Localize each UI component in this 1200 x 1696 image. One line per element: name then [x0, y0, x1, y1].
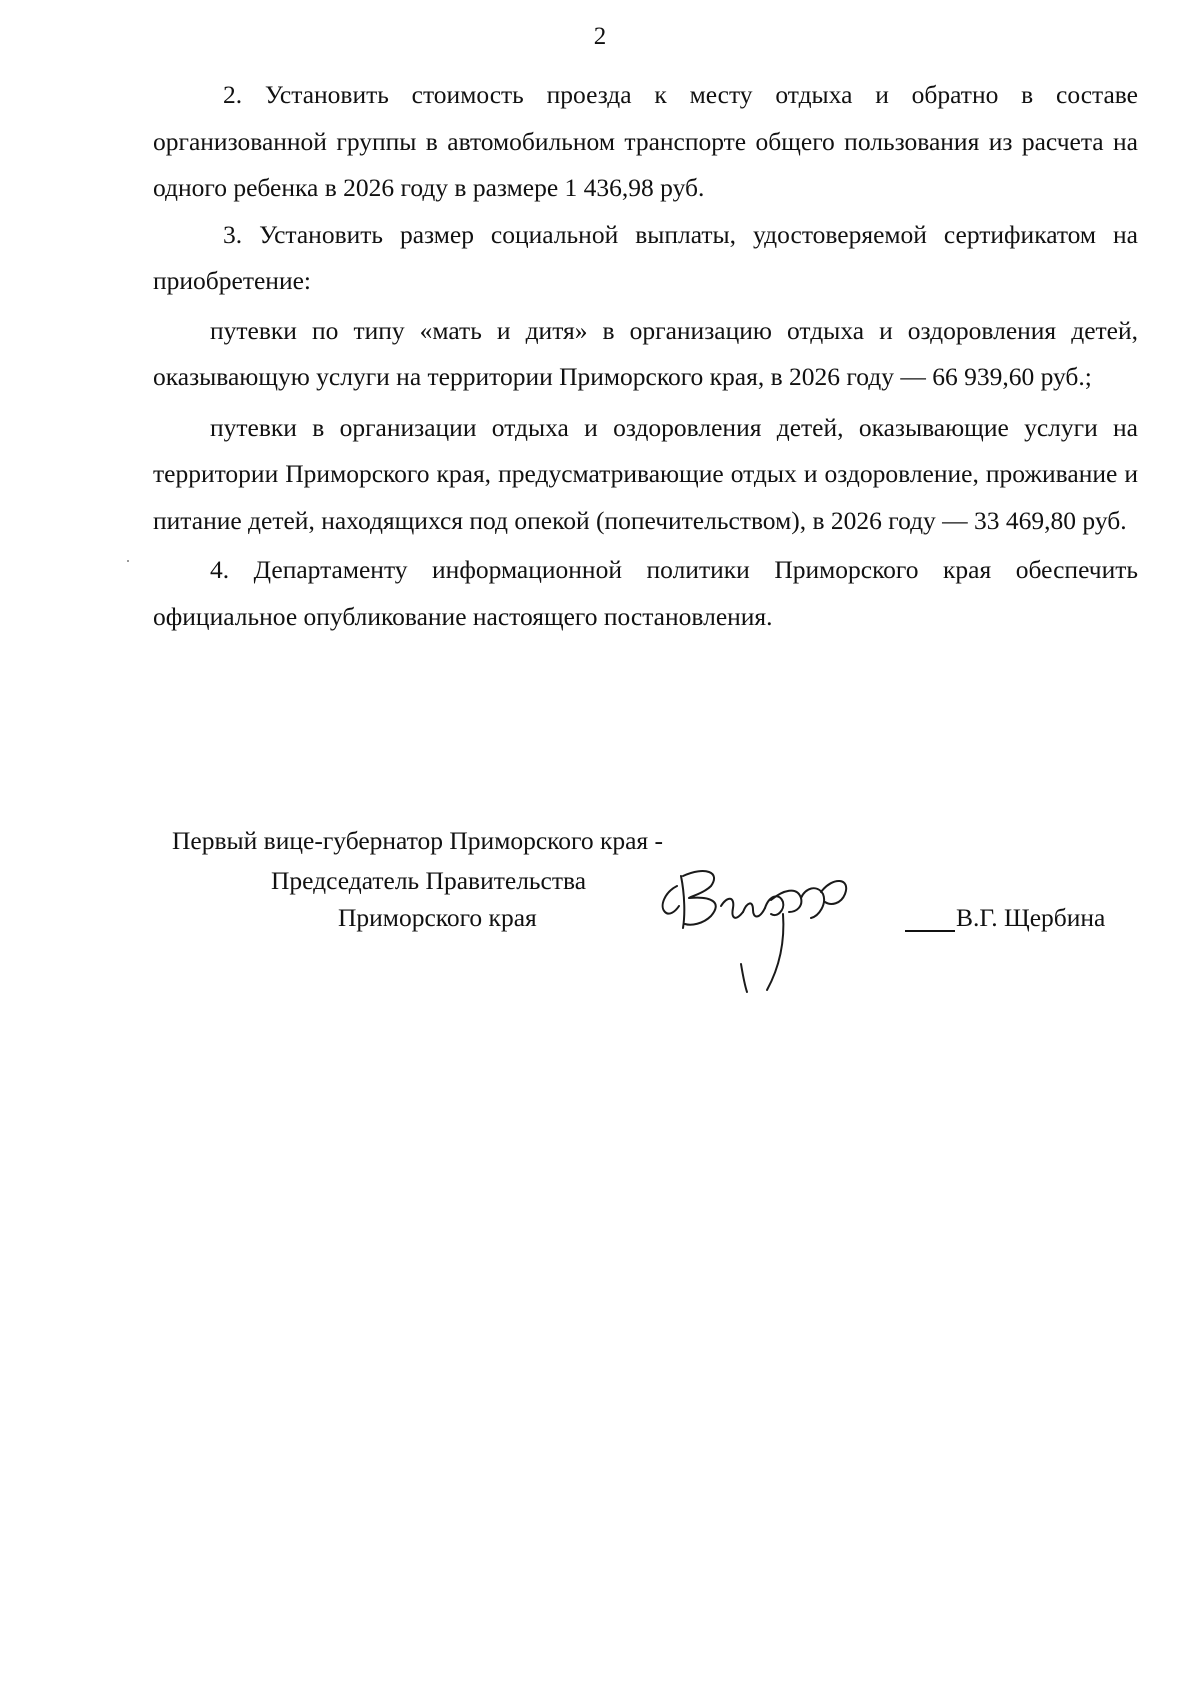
signatory-position-line-2: Председатель Правительства — [271, 866, 587, 895]
document-body — [153, 72, 1138, 640]
paragraph-item-3: 3. Установить размер социальной выплаты, удостоверяемой сертификатом на приобретение: — [153, 219, 1138, 295]
paragraph-item-3-guardianship: путевки в организации отдыха и оздоровления детей, оказывающие услуги на территории Приморского края, предусматривающие отдых и оздоровление, проживание и питание детей, находящихся под опекой (попечительством), в 2026 году — 33 469,80 руб. — [153, 412, 1138, 535]
signature-underline — [905, 930, 955, 932]
signature-block — [0, 826, 1200, 1006]
signatory-name: В.Г. Щербина — [956, 903, 1106, 932]
paragraph-item-4: 4. Департаменту информационной политики Приморского края обеспечить официальное опубликование настоящего постановления. — [153, 555, 1138, 631]
signatory-position-line-1: Первый вице-губернатор Приморского края - — [172, 826, 663, 855]
page-number: 2 — [593, 23, 607, 50]
signatory-position-line-3: Приморского края — [338, 903, 537, 932]
paragraph-item-2: 2. Установить стоимость проезда к месту отдыха и обратно в составе организованной группы в автомобильном транспорте общего пользования из расчета на одного ребенка в 2026 году в размере 1 436,98 руб. — [153, 80, 1138, 202]
scan-speck — [127, 560, 129, 562]
paragraph-item-3-mother-child: путевки по типу «мать и дитя» в организацию отдыха и оздоровления детей, оказывающую услуги на территории Приморского края, в 2026 году — 66 939,60 руб.; — [153, 315, 1138, 391]
handwritten-signature-icon — [655, 846, 895, 1006]
